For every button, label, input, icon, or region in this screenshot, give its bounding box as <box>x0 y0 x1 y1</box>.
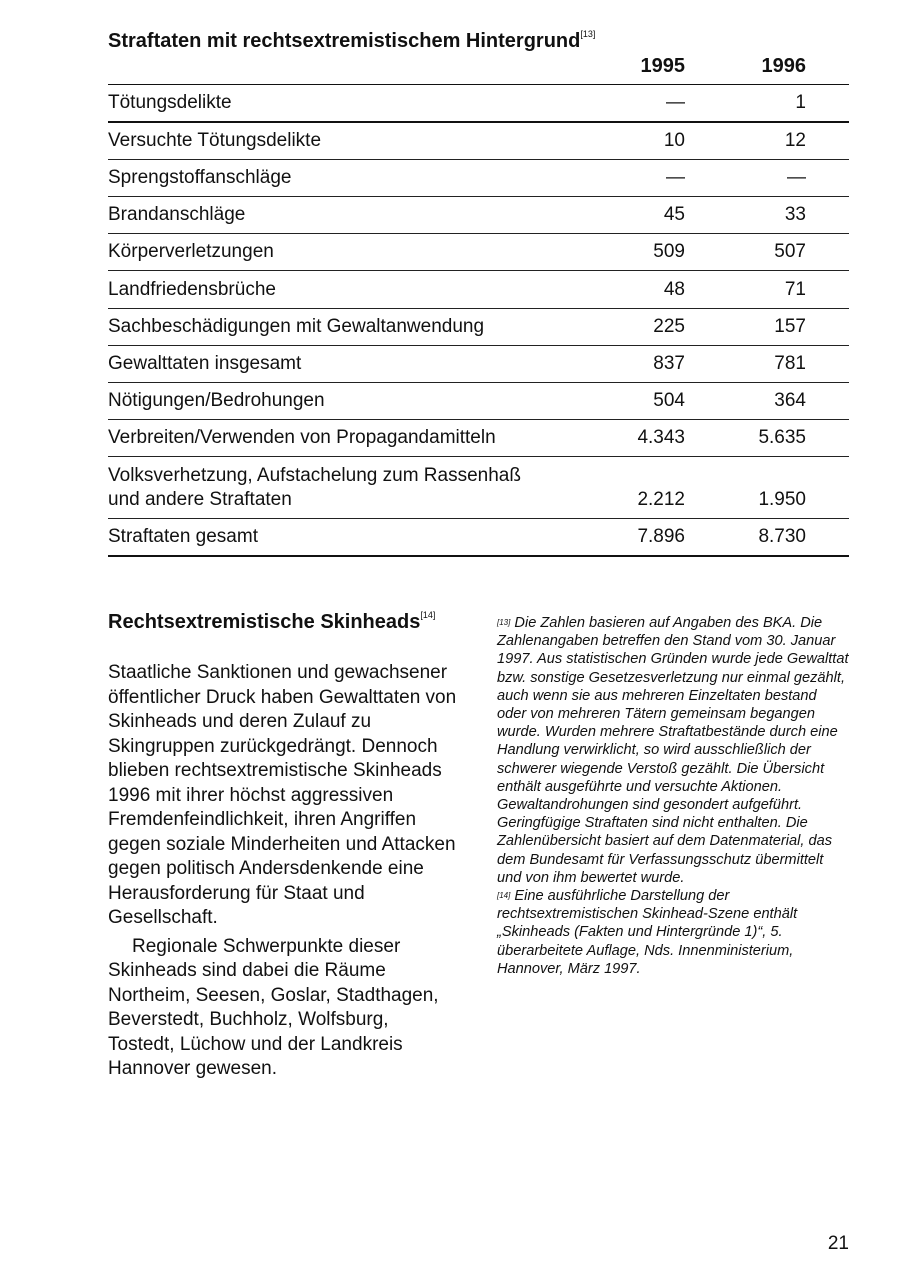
row-label: Brandanschläge <box>108 204 246 225</box>
table-row <box>108 419 849 456</box>
footnote-marker: [14] <box>497 891 511 901</box>
statistics-table <box>108 84 849 557</box>
value-1996: — <box>787 167 806 188</box>
row-label: Sprengstoffanschläge <box>108 167 292 188</box>
table-row <box>108 84 849 121</box>
table-bottom-rule <box>108 555 849 557</box>
column-header-1995: 1995 <box>640 55 685 77</box>
value-1996: 507 <box>774 241 806 262</box>
value-1996: 33 <box>784 204 806 225</box>
value-1996: 8.730 <box>758 526 806 547</box>
value-1995: 45 <box>663 204 685 225</box>
value-1995: 2.212 <box>637 489 685 510</box>
footnote-text: Die Zahlen basieren auf Angaben des BKA. Die Zahlenangaben betreffen den Stand vom 30. Januar 1997. Aus statistischen Gründen wurde jede Gewalttat bzw. sonstige Gesetzesverletzung nur einmal gezählt, auch wenn sie aus mehreren Einzeltaten bestand oder von mehreren Tätern gemeinsam begangen wurde. Wurden mehrere Straftatbestände durch eine Handlung verwirklicht, so wird ausschließlich der schwerer wiegende Verstoß gezählt. Die Übersicht enthält ausgeführte und versuchte Aktionen. Gewaltandrohungen sind gesondert aufgeführt. Geringfügige Straftaten sind nicht enthalten. Die Zahlenübersicht basiert auf dem Datenmaterial, das dem Bundesamt für Verfassungsschutz übermittelt und von ihm bewertet wurde. <box>497 615 849 886</box>
footnote-marker: [13] <box>497 618 511 627</box>
value-1996: 71 <box>784 279 806 300</box>
table-row <box>108 308 849 345</box>
footnote-text: Eine ausführliche Darstellung der rechtsextremistischen Skinhead-Szene enthält „Skinheads (Fakten und Hintergründe 1)“, 5. überarbeitete Auflage, Nds. Innenministerium, Hannover, März 1997. <box>497 888 798 977</box>
value-1996: 1 <box>795 92 806 113</box>
value-1996: 5.635 <box>758 427 806 448</box>
table-row <box>108 233 849 270</box>
table-row <box>108 159 849 196</box>
table-row <box>108 196 849 233</box>
footnote-ref-14[interactable]: [14] <box>420 610 436 620</box>
value-1995: 4.343 <box>637 427 685 448</box>
value-1995: 225 <box>653 316 685 337</box>
section-body <box>108 661 458 1082</box>
value-1996: 12 <box>784 130 806 151</box>
value-1995: 10 <box>663 130 685 151</box>
paragraph: Regionale Schwerpunkte dieser Skinheads sind dabei die Räume Northeim, Seesen, Goslar, Stadthagen, Beverstedt, Buchholz, Wolfsburg, Tostedt, Lüchow und der Landkreis Hannover gewesen. <box>108 935 439 1079</box>
row-label-line1: Volksverhetzung, Aufstachelung zum Rassenhaß <box>108 465 521 486</box>
value-1996: 781 <box>774 353 806 374</box>
table-row <box>108 382 849 419</box>
row-label: Verbreiten/Verwenden von Propagandamitteln <box>108 427 496 448</box>
footnote-14 <box>497 887 849 978</box>
row-label: Straftaten gesamt <box>108 526 258 547</box>
section-heading <box>108 611 435 634</box>
footnote-13 <box>497 614 849 887</box>
value-1995: 48 <box>663 279 685 300</box>
paragraph: Staatliche Sanktionen und gewachsener öffentlicher Druck haben Gewalttaten von Skinheads und deren Zulauf zu Skingruppen zurückgedrängt. Dennoch blieben rechtsextremistische Skinheads 1996 mit ihrer höchst aggressiven Fremdenfeindlichkeit, ihren Angriffen gegen soziale Minderheiten und Attacken gegen politisch Andersdenkende eine Herausforderung für Staat und Gesellschaft. <box>108 662 457 928</box>
row-label-line2: und andere Straftaten <box>108 489 292 510</box>
row-label: Nötigungen/Bedrohungen <box>108 390 325 411</box>
row-label: Körperverletzungen <box>108 241 274 262</box>
row-label: Versuchte Tötungsdelikte <box>108 130 322 151</box>
page-number: 21 <box>827 1233 849 1254</box>
row-label: Tötungsdelikte <box>108 92 232 113</box>
value-1995: — <box>666 167 685 188</box>
value-1996: 364 <box>774 390 806 411</box>
footnotes <box>497 614 849 978</box>
value-1995: 509 <box>653 241 685 262</box>
value-1995: 504 <box>653 390 685 411</box>
row-label: Gewalttaten insgesamt <box>108 353 302 374</box>
value-1995: — <box>666 92 685 113</box>
value-1996: 1.950 <box>758 489 806 510</box>
value-1995: 7.896 <box>637 526 685 547</box>
table-row <box>108 121 849 159</box>
table-row <box>108 518 849 555</box>
value-1995: 837 <box>653 353 685 374</box>
table-title <box>108 30 595 53</box>
table-row <box>108 270 849 308</box>
table-title-text: Straftaten mit rechtsextremistischem Hintergrund <box>108 30 581 52</box>
table-row <box>108 456 849 518</box>
value-1996: 157 <box>774 316 806 337</box>
column-header-1996: 1996 <box>761 55 806 77</box>
row-label: Sachbeschädigungen mit Gewaltanwendung <box>108 316 485 337</box>
table-row <box>108 345 849 382</box>
section-heading-text: Rechtsextremistische Skinheads <box>108 611 421 633</box>
row-label: Landfriedensbrüche <box>108 279 276 300</box>
footnote-ref-13[interactable]: [13] <box>580 29 596 39</box>
